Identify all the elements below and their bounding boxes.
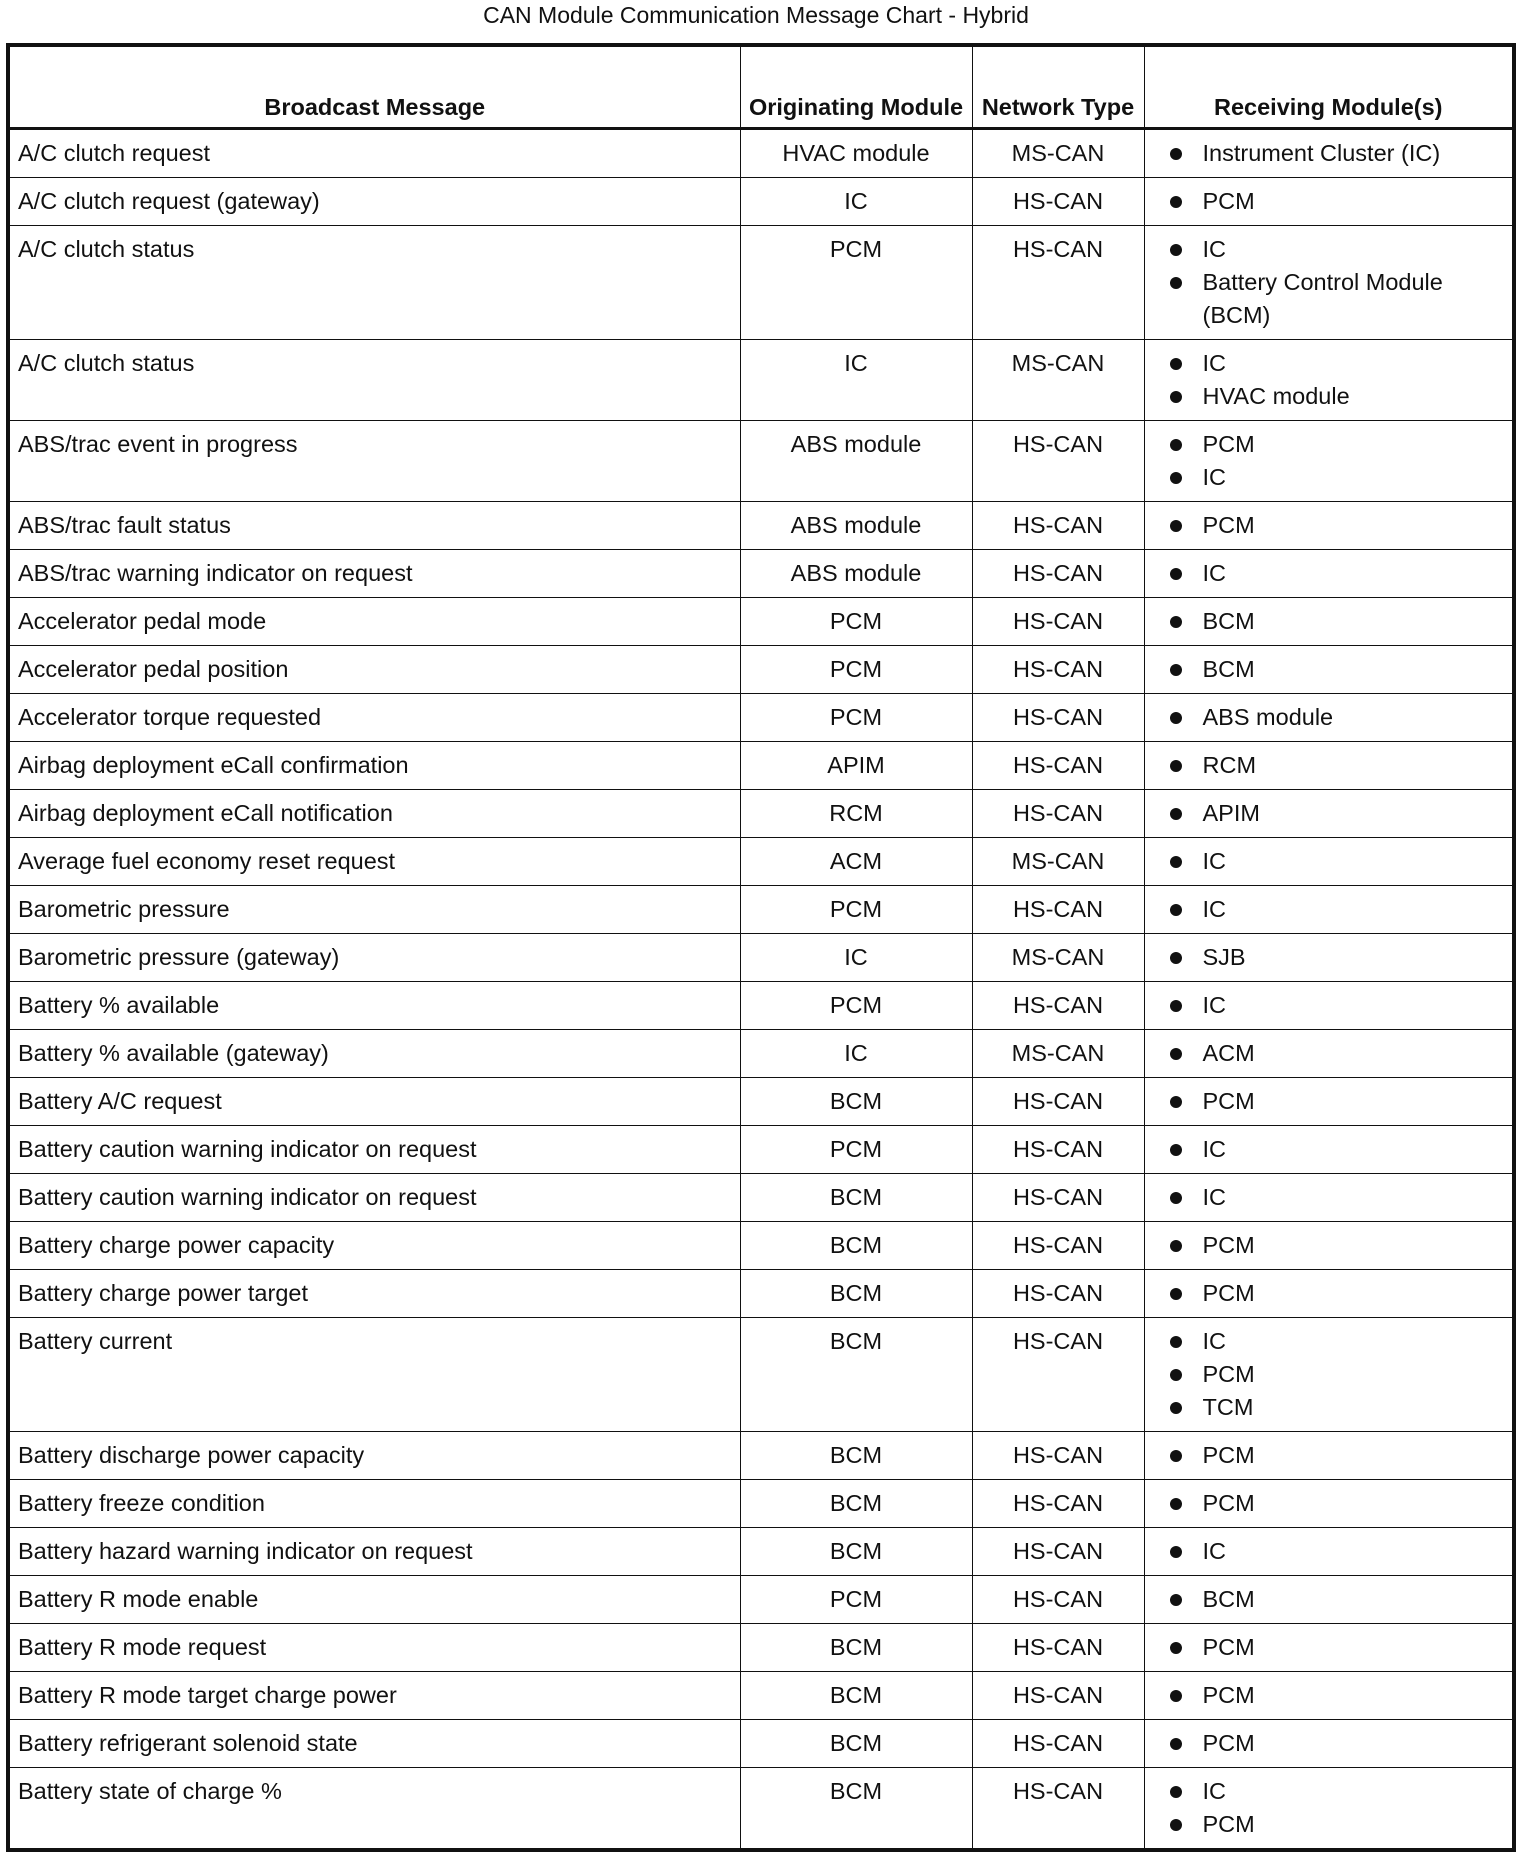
receiving-module-list <box>1153 989 1505 1022</box>
receiving-module-item: TCM <box>1153 1391 1505 1424</box>
broadcast-message-cell: Battery R mode target charge power <box>8 1672 740 1720</box>
broadcast-message-cell: ABS/trac warning indicator on request <box>8 550 740 598</box>
originating-module-cell: BCM <box>740 1768 972 1851</box>
table-row <box>8 502 1514 550</box>
broadcast-message-cell: Battery hazard warning indicator on request <box>8 1528 740 1576</box>
receiving-module-list <box>1153 701 1505 734</box>
table-row <box>8 1174 1514 1222</box>
receiving-module-item: BCM <box>1153 605 1505 638</box>
receiving-module-item: BCM <box>1153 653 1505 686</box>
receiving-module-list <box>1153 893 1505 926</box>
table-row <box>8 1318 1514 1432</box>
table-row <box>8 1576 1514 1624</box>
network-type-cell: HS-CAN <box>972 1174 1144 1222</box>
receiving-module-list <box>1153 1631 1505 1664</box>
originating-module-cell: ABS module <box>740 550 972 598</box>
originating-module-cell: IC <box>740 1030 972 1078</box>
originating-module-cell: PCM <box>740 1576 972 1624</box>
table-row <box>8 340 1514 421</box>
receiving-modules-cell <box>1144 1480 1514 1528</box>
receiving-module-item: Instrument Cluster (IC) <box>1153 137 1505 170</box>
originating-module-cell: BCM <box>740 1480 972 1528</box>
broadcast-message-cell: Battery charge power capacity <box>8 1222 740 1270</box>
receiving-module-item: ACM <box>1153 1037 1505 1070</box>
receiving-module-item: HVAC module <box>1153 380 1505 413</box>
table-row <box>8 550 1514 598</box>
receiving-module-item: IC <box>1153 347 1505 380</box>
network-type-cell: HS-CAN <box>972 1126 1144 1174</box>
receiving-modules-cell <box>1144 934 1514 982</box>
network-type-cell: HS-CAN <box>972 886 1144 934</box>
receiving-module-item: PCM <box>1153 509 1505 542</box>
receiving-modules-cell <box>1144 1126 1514 1174</box>
originating-module-cell: ABS module <box>740 421 972 502</box>
receiving-module-list <box>1153 605 1505 638</box>
originating-module-cell: BCM <box>740 1078 972 1126</box>
network-type-cell: MS-CAN <box>972 1030 1144 1078</box>
network-type-cell: HS-CAN <box>972 694 1144 742</box>
originating-module-cell: IC <box>740 340 972 421</box>
receiving-modules-cell <box>1144 421 1514 502</box>
receiving-module-list <box>1153 1439 1505 1472</box>
receiving-module-list <box>1153 941 1505 974</box>
header-originating-module: Originating Module <box>740 45 972 129</box>
receiving-module-item: PCM <box>1153 1229 1505 1262</box>
receiving-modules-cell <box>1144 886 1514 934</box>
table-row <box>8 1528 1514 1576</box>
broadcast-message-cell: Battery current <box>8 1318 740 1432</box>
network-type-cell: HS-CAN <box>972 1222 1144 1270</box>
receiving-module-item: PCM <box>1153 185 1505 218</box>
network-type-cell: HS-CAN <box>972 502 1144 550</box>
table-row <box>8 1432 1514 1480</box>
table-row <box>8 1030 1514 1078</box>
receiving-module-item: PCM <box>1153 1277 1505 1310</box>
receiving-module-list <box>1153 1583 1505 1616</box>
broadcast-message-cell: ABS/trac fault status <box>8 502 740 550</box>
table-body <box>8 129 1514 1851</box>
receiving-module-item: PCM <box>1153 1727 1505 1760</box>
network-type-cell: HS-CAN <box>972 1270 1144 1318</box>
receiving-modules-cell <box>1144 1318 1514 1432</box>
originating-module-cell: PCM <box>740 598 972 646</box>
receiving-module-item: IC <box>1153 1133 1505 1166</box>
table-row <box>8 421 1514 502</box>
broadcast-message-cell: ABS/trac event in progress <box>8 421 740 502</box>
receiving-modules-cell <box>1144 1528 1514 1576</box>
broadcast-message-cell: Accelerator torque requested <box>8 694 740 742</box>
table-row <box>8 178 1514 226</box>
message-chart-table <box>6 43 1516 1852</box>
table-row <box>8 1270 1514 1318</box>
receiving-modules-cell <box>1144 1030 1514 1078</box>
network-type-cell: HS-CAN <box>972 1672 1144 1720</box>
receiving-module-list <box>1153 1727 1505 1760</box>
network-type-cell: HS-CAN <box>972 1480 1144 1528</box>
receiving-module-list <box>1153 653 1505 686</box>
header-row <box>8 45 1514 129</box>
broadcast-message-cell: A/C clutch request (gateway) <box>8 178 740 226</box>
receiving-module-list <box>1153 185 1505 218</box>
receiving-module-item: IC <box>1153 845 1505 878</box>
table-row <box>8 1126 1514 1174</box>
originating-module-cell: BCM <box>740 1270 972 1318</box>
receiving-module-list <box>1153 347 1505 413</box>
broadcast-message-cell: Average fuel economy reset request <box>8 838 740 886</box>
network-type-cell: HS-CAN <box>972 178 1144 226</box>
receiving-modules-cell <box>1144 646 1514 694</box>
broadcast-message-cell: Battery % available <box>8 982 740 1030</box>
broadcast-message-cell: Battery charge power target <box>8 1270 740 1318</box>
receiving-module-list <box>1153 845 1505 878</box>
originating-module-cell: PCM <box>740 694 972 742</box>
table-row <box>8 838 1514 886</box>
table-row <box>8 886 1514 934</box>
receiving-module-list <box>1153 428 1505 494</box>
broadcast-message-cell: Battery caution warning indicator on request <box>8 1126 740 1174</box>
originating-module-cell: HVAC module <box>740 129 972 178</box>
receiving-module-item: IC <box>1153 461 1505 494</box>
originating-module-cell: BCM <box>740 1624 972 1672</box>
receiving-module-item: IC <box>1153 1535 1505 1568</box>
receiving-module-list <box>1153 749 1505 782</box>
receiving-module-list <box>1153 1535 1505 1568</box>
receiving-module-item: IC <box>1153 1775 1505 1808</box>
header-network-type: Network Type <box>972 45 1144 129</box>
chart-title: CAN Module Communication Message Chart - Hybrid <box>483 2 1029 28</box>
network-type-cell: HS-CAN <box>972 1528 1144 1576</box>
receiving-modules-cell <box>1144 1672 1514 1720</box>
table-row <box>8 1078 1514 1126</box>
table-row <box>8 646 1514 694</box>
network-type-cell: HS-CAN <box>972 1624 1144 1672</box>
network-type-cell: HS-CAN <box>972 1078 1144 1126</box>
table-row <box>8 1768 1514 1851</box>
receiving-modules-cell <box>1144 1432 1514 1480</box>
table-row <box>8 790 1514 838</box>
receiving-modules-cell <box>1144 226 1514 340</box>
originating-module-cell: BCM <box>740 1672 972 1720</box>
originating-module-cell: BCM <box>740 1432 972 1480</box>
broadcast-message-cell: Barometric pressure <box>8 886 740 934</box>
table-row <box>8 1480 1514 1528</box>
network-type-cell: HS-CAN <box>972 598 1144 646</box>
receiving-module-item: RCM <box>1153 749 1505 782</box>
network-type-cell: MS-CAN <box>972 340 1144 421</box>
broadcast-message-cell: Battery discharge power capacity <box>8 1432 740 1480</box>
receiving-module-list <box>1153 137 1505 170</box>
network-type-cell: HS-CAN <box>972 1720 1144 1768</box>
broadcast-message-cell: Battery R mode enable <box>8 1576 740 1624</box>
originating-module-cell: APIM <box>740 742 972 790</box>
receiving-module-item: PCM <box>1153 1085 1505 1118</box>
originating-module-cell: BCM <box>740 1528 972 1576</box>
broadcast-message-cell: Battery % available (gateway) <box>8 1030 740 1078</box>
broadcast-message-cell: Battery state of charge % <box>8 1768 740 1851</box>
network-type-cell: HS-CAN <box>972 790 1144 838</box>
network-type-cell: HS-CAN <box>972 742 1144 790</box>
receiving-module-item: PCM <box>1153 1631 1505 1664</box>
receiving-module-item: IC <box>1153 1325 1505 1358</box>
table-row <box>8 934 1514 982</box>
table-row <box>8 694 1514 742</box>
receiving-modules-cell <box>1144 502 1514 550</box>
receiving-module-list <box>1153 509 1505 542</box>
originating-module-cell: PCM <box>740 886 972 934</box>
network-type-cell: HS-CAN <box>972 550 1144 598</box>
receiving-modules-cell <box>1144 742 1514 790</box>
receiving-modules-cell <box>1144 598 1514 646</box>
broadcast-message-cell: Accelerator pedal position <box>8 646 740 694</box>
broadcast-message-cell: Accelerator pedal mode <box>8 598 740 646</box>
receiving-module-list <box>1153 1085 1505 1118</box>
receiving-modules-cell <box>1144 1720 1514 1768</box>
receiving-module-item: SJB <box>1153 941 1505 974</box>
receiving-module-list <box>1153 1277 1505 1310</box>
broadcast-message-cell: Battery freeze condition <box>8 1480 740 1528</box>
broadcast-message-cell: Battery A/C request <box>8 1078 740 1126</box>
receiving-module-list <box>1153 1679 1505 1712</box>
originating-module-cell: RCM <box>740 790 972 838</box>
receiving-modules-cell <box>1144 550 1514 598</box>
receiving-module-item: ABS module <box>1153 701 1505 734</box>
network-type-cell: HS-CAN <box>972 1432 1144 1480</box>
receiving-module-list <box>1153 797 1505 830</box>
receiving-module-list <box>1153 1775 1505 1841</box>
originating-module-cell: PCM <box>740 646 972 694</box>
receiving-module-item: IC <box>1153 893 1505 926</box>
header-broadcast-message: Broadcast Message <box>8 45 740 129</box>
receiving-module-list <box>1153 1325 1505 1424</box>
broadcast-message-cell: Airbag deployment eCall confirmation <box>8 742 740 790</box>
receiving-module-item: IC <box>1153 1181 1505 1214</box>
receiving-module-item: IC <box>1153 989 1505 1022</box>
receiving-module-item: APIM <box>1153 797 1505 830</box>
network-type-cell: HS-CAN <box>972 982 1144 1030</box>
table-row <box>8 129 1514 178</box>
table-row <box>8 742 1514 790</box>
receiving-modules-cell <box>1144 1270 1514 1318</box>
originating-module-cell: BCM <box>740 1318 972 1432</box>
receiving-modules-cell <box>1144 1576 1514 1624</box>
table-row <box>8 598 1514 646</box>
network-type-cell: HS-CAN <box>972 421 1144 502</box>
receiving-module-item: PCM <box>1153 1679 1505 1712</box>
receiving-modules-cell <box>1144 1078 1514 1126</box>
receiving-module-list <box>1153 1133 1505 1166</box>
broadcast-message-cell: Airbag deployment eCall notification <box>8 790 740 838</box>
table-row <box>8 1624 1514 1672</box>
broadcast-message-cell: A/C clutch status <box>8 226 740 340</box>
network-type-cell: HS-CAN <box>972 1768 1144 1851</box>
broadcast-message-cell: A/C clutch status <box>8 340 740 421</box>
network-type-cell: MS-CAN <box>972 934 1144 982</box>
receiving-module-item: Battery Control Module (BCM) <box>1153 266 1505 332</box>
receiving-module-item: PCM <box>1153 428 1505 461</box>
receiving-modules-cell <box>1144 178 1514 226</box>
originating-module-cell: IC <box>740 178 972 226</box>
receiving-modules-cell <box>1144 1624 1514 1672</box>
receiving-modules-cell <box>1144 982 1514 1030</box>
receiving-module-item: IC <box>1153 557 1505 590</box>
network-type-cell: HS-CAN <box>972 1576 1144 1624</box>
receiving-module-item: PCM <box>1153 1358 1505 1391</box>
receiving-module-list <box>1153 1181 1505 1214</box>
receiving-module-list <box>1153 1487 1505 1520</box>
receiving-modules-cell <box>1144 340 1514 421</box>
receiving-module-list <box>1153 557 1505 590</box>
receiving-module-item: PCM <box>1153 1439 1505 1472</box>
receiving-modules-cell <box>1144 1222 1514 1270</box>
receiving-modules-cell <box>1144 694 1514 742</box>
receiving-modules-cell <box>1144 1768 1514 1851</box>
receiving-module-item: PCM <box>1153 1487 1505 1520</box>
originating-module-cell: PCM <box>740 226 972 340</box>
broadcast-message-cell: Battery caution warning indicator on request <box>8 1174 740 1222</box>
network-type-cell: HS-CAN <box>972 646 1144 694</box>
receiving-module-item: PCM <box>1153 1808 1505 1841</box>
broadcast-message-cell: Battery R mode request <box>8 1624 740 1672</box>
originating-module-cell: PCM <box>740 1126 972 1174</box>
network-type-cell: HS-CAN <box>972 1318 1144 1432</box>
table-row <box>8 1672 1514 1720</box>
broadcast-message-cell: A/C clutch request <box>8 129 740 178</box>
originating-module-cell: BCM <box>740 1222 972 1270</box>
originating-module-cell: PCM <box>740 982 972 1030</box>
receiving-module-list <box>1153 1229 1505 1262</box>
receiving-module-list <box>1153 233 1505 332</box>
originating-module-cell: ACM <box>740 838 972 886</box>
receiving-module-list <box>1153 1037 1505 1070</box>
table-row <box>8 1222 1514 1270</box>
network-type-cell: MS-CAN <box>972 838 1144 886</box>
originating-module-cell: BCM <box>740 1174 972 1222</box>
receiving-module-item: IC <box>1153 233 1505 266</box>
table-row <box>8 982 1514 1030</box>
table-row <box>8 226 1514 340</box>
originating-module-cell: ABS module <box>740 502 972 550</box>
receiving-modules-cell <box>1144 838 1514 886</box>
network-type-cell: MS-CAN <box>972 129 1144 178</box>
table-row <box>8 1720 1514 1768</box>
broadcast-message-cell: Barometric pressure (gateway) <box>8 934 740 982</box>
receiving-modules-cell <box>1144 790 1514 838</box>
originating-module-cell: BCM <box>740 1720 972 1768</box>
receiving-modules-cell <box>1144 129 1514 178</box>
receiving-modules-cell <box>1144 1174 1514 1222</box>
header-receiving-modules: Receiving Module(s) <box>1144 45 1514 129</box>
broadcast-message-cell: Battery refrigerant solenoid state <box>8 1720 740 1768</box>
receiving-module-item: BCM <box>1153 1583 1505 1616</box>
originating-module-cell: IC <box>740 934 972 982</box>
network-type-cell: HS-CAN <box>972 226 1144 340</box>
